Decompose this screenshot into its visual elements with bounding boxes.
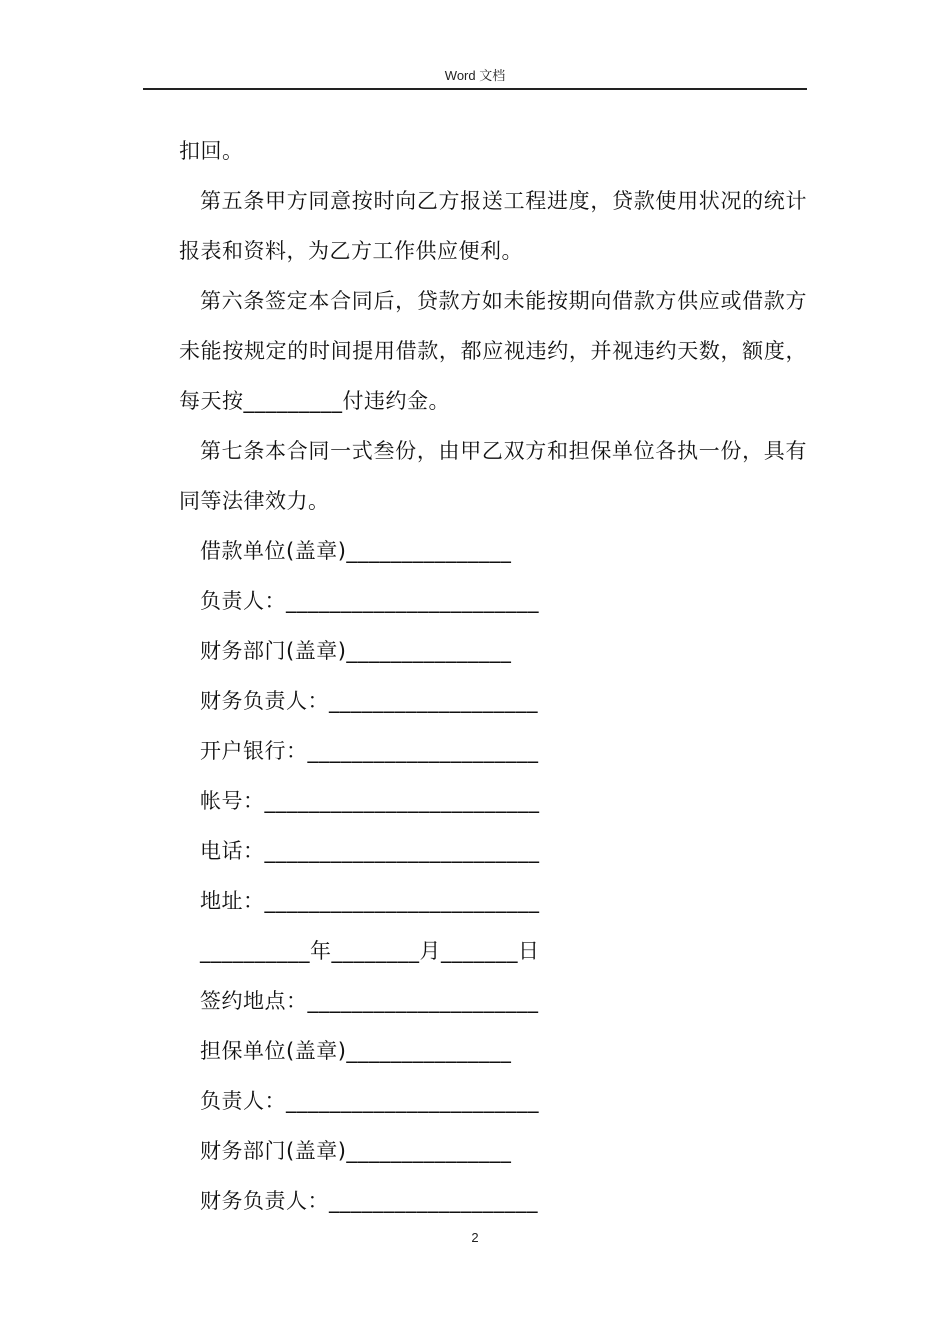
guarantor-finance-head-field: 财务负责人：___________________ [200,1189,538,1213]
guarantor-finance-dept-field: 财务部门(盖章)_______________ [200,1139,512,1163]
borrower-finance-head-field: 财务负责人：___________________ [200,689,538,713]
signing-place-field: 签约地点：_____________________ [200,989,539,1013]
address-field: 地址：_________________________ [200,889,540,913]
clause-7-paragraph: 第七条本合同一式叁份，由甲乙双方和担保单位各执一份，具有同等法律效力。 [179,439,807,513]
borrower-unit-field: 借款单位(盖章)_______________ [200,539,512,563]
document-body [179,126,807,1226]
paragraph-continuation: 扣回。 [179,139,244,163]
phone-field: 电话：_________________________ [200,839,540,863]
bank-field: 开户银行：_____________________ [200,739,539,763]
date-field: __________年________月_______日 [200,939,540,963]
header-title: Word 文档 [444,68,506,83]
borrower-person-in-charge-field: 负责人：_______________________ [200,589,539,613]
clause-5-paragraph: 第五条甲方同意按时向乙方报送工程进度，贷款使用状况的统计报表和资料，为乙方工作供应便利。 [179,189,807,263]
borrower-finance-dept-field: 财务部门(盖章)_______________ [200,639,512,663]
account-number-field: 帐号：_________________________ [200,789,540,813]
guarantor-person-in-charge-field: 负责人：_______________________ [200,1089,539,1113]
page-number: 2 [471,1230,479,1245]
guarantor-unit-field: 担保单位(盖章)_______________ [200,1039,512,1063]
clause-6-paragraph: 第六条签定本合同后，贷款方如未能按期向借款方供应或借款方未能按规定的时间提用借款，都应视违约，并视违约天数，额度，每天按_________付违约金。 [179,289,807,413]
page-header [143,66,807,90]
